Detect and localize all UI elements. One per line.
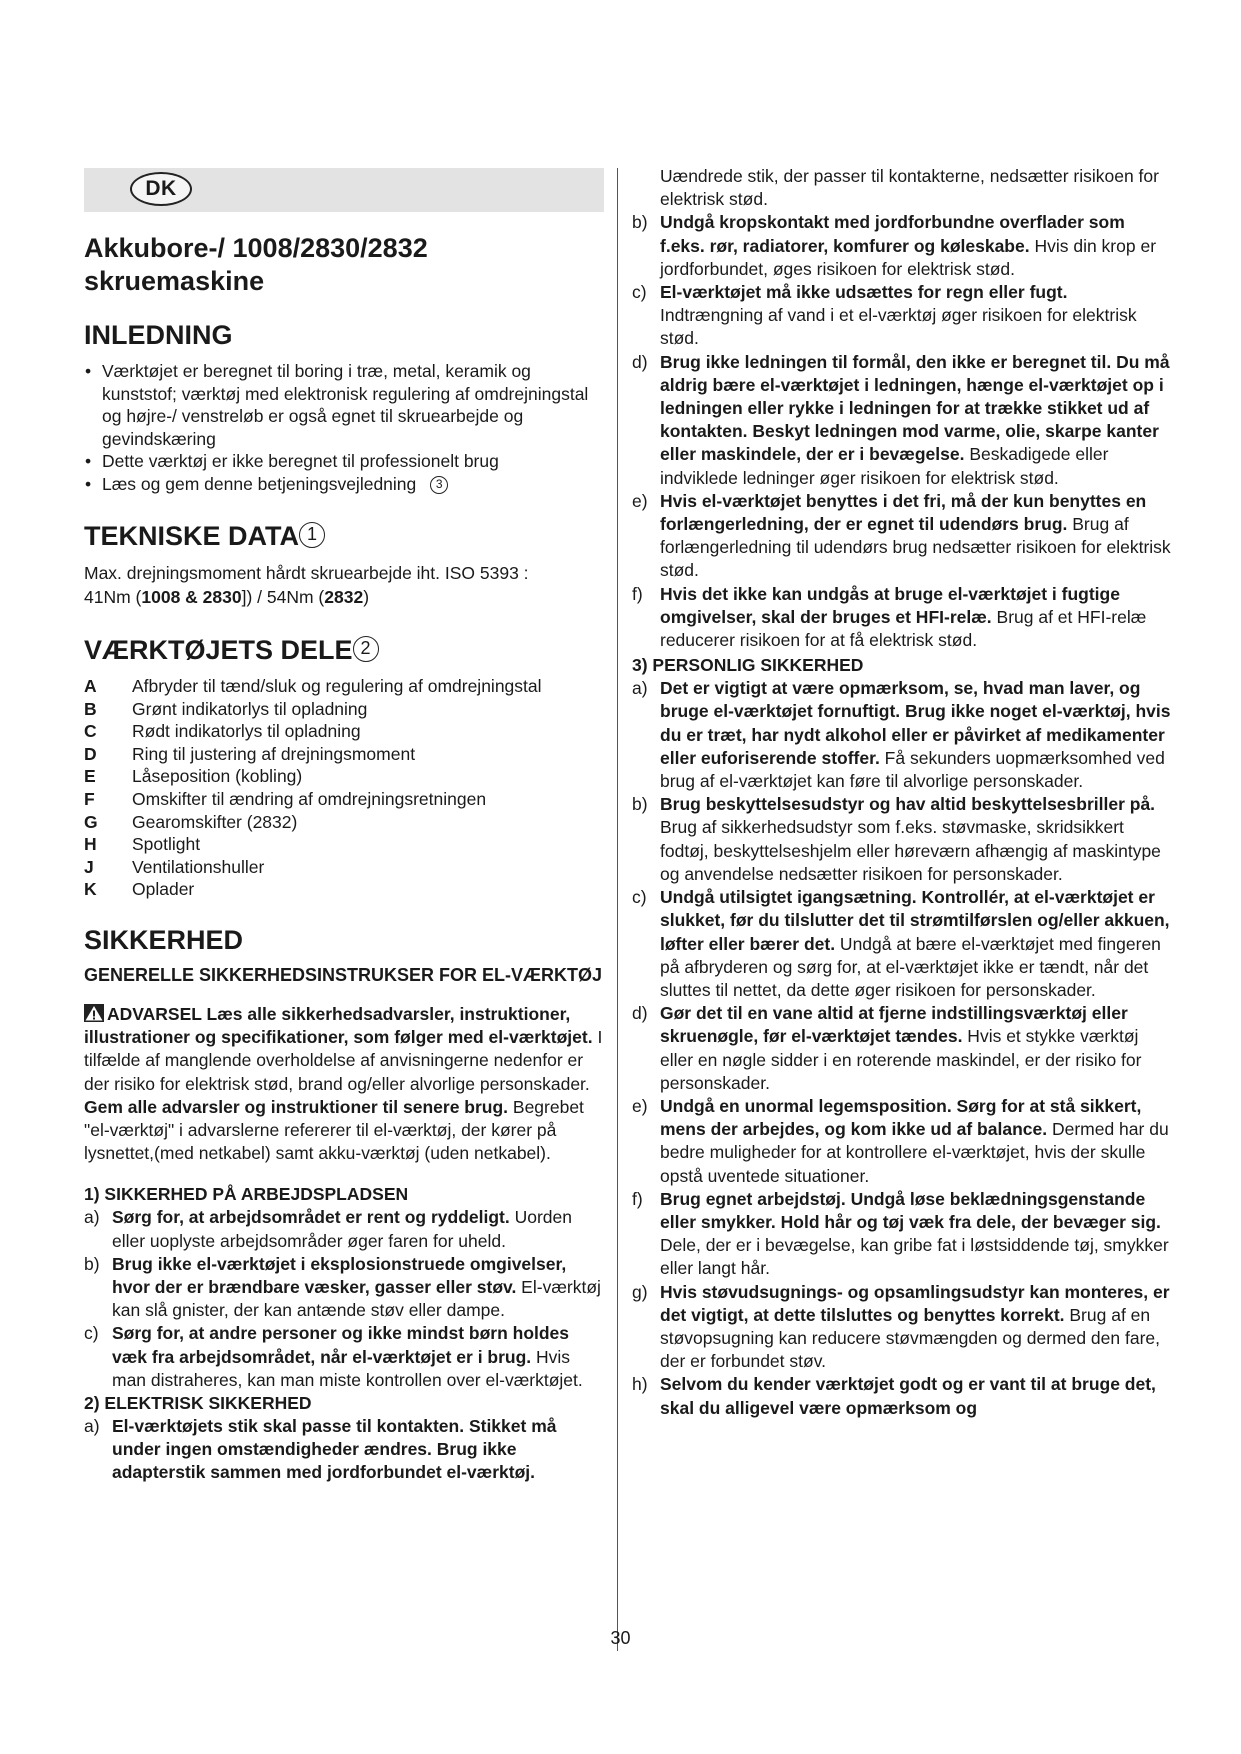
list-item: c) El-værktøjet må ikke udsættes for regn eller fugt. Indtrængning af vand i et el-værktøj øger risikoen for elektrisk stød.	[632, 282, 1137, 349]
list-item: • Dette værktøj er ikke beregnet til professionelt brug	[84, 450, 604, 473]
list-item: K Oplader	[84, 879, 195, 900]
language-badge: DK	[130, 172, 192, 206]
list-item: e) Undgå en unormal legemsposition. Sørg for at stå sikkert, mens der arbejdes, og kom ikke ud af balance. Dermed har du bedre muligheder for at kontrollere el-værktøjet, hvis der skulle opstå uventede situationer.	[632, 1095, 1169, 1186]
section-heading-electrical: 2) ELEKTRISK SIKKERHED	[84, 1392, 312, 1413]
tech-data-line1: Max. drejningsmoment hårdt skruearbejde iht. ISO 5393 :	[84, 563, 529, 583]
list-item: b) Brug ikke el-værktøjet i eksplosionstruede omgivelser, hvor der er brændbare væsker, gasser eller støv. El-værktøj kan slå gnister, der kan antænde støv eller dampe.	[84, 1253, 601, 1321]
list-item: g) Hvis støvudsugnings- og opsamlingsudstyr kan monteres, er det vigtigt, at dette tilsluttes og benyttes korrekt. Brug af en støvopsugning kan reducere støvmængden og dermed den fare, der er forbundet støv.	[632, 1281, 1170, 1372]
list-item: G Gearomskifter (2832)	[84, 811, 298, 832]
list-item: B Grønt indikatorlys til opladning	[84, 698, 368, 719]
list-item: b) Undgå kropskontakt med jordforbundne overflader som f.eks. rør, radiatorer, komfurer og køleskabe. Hvis din krop er jordforbundet, øges risikoen for elektrisk stød.	[632, 212, 1157, 279]
list-item: f) Hvis det ikke kan undgås at bruge el-værktøjet i fugtige omgivelser, skal der bruges et HFI-relæ. Brug af et HFI-relæ reducerer risikoen for at få elektrisk stød.	[632, 583, 1147, 651]
list-item: f) Brug egnet arbejdstøj. Undgå løse beklædningsgenstande eller smykker. Hold hår og tøj væk fra dele, der bevæger sig. Dele, der er i bevægelse, kan gribe fat i løstsiddende tøj, smykker eller langt hår.	[632, 1188, 1169, 1279]
list-item: b) Brug beskyttelsesudstyr og hav altid beskyttelsesbriller på. Brug af sikkerhedsudstyr som f.eks. støvmaske, skridsikkert fodtøj, beskyttelseshjelm eller høreværn afhængig af maskintype og anvendelse nedsætter risikoen for personskader.	[632, 794, 1161, 884]
list-item: • Værktøjet er beregnet til boring i træ, metal, keramik og kunststof; værktøj med elektronisk regulering af omdrejningstal og højre-/ venstreløb er også egnet til skruearbejde og gevindskæring	[84, 360, 604, 450]
warning-icon	[84, 1004, 104, 1022]
parts-heading: VÆRKTØJETS DELE 2	[84, 635, 604, 665]
right-column	[632, 165, 1172, 1420]
figure-ref-1: 1	[299, 522, 325, 548]
figure-ref-3: 3	[430, 476, 448, 494]
list-item: a) Det er vigtigt at være opmærksom, se, hvad man laver, og bruge el-værktøjet fornuftigt. Brug ikke noget el-værktøj, hvis du er træt, har nydt alkohol eller er påvirket af medikamenter eller euforiserende stoffer. Få sekunders uopmærksomhed ved brug af el-værktøjet kan føre til alvorlige personskader.	[632, 678, 1171, 792]
list-item: J Ventilationshuller	[84, 856, 265, 877]
page-number: 30	[610, 1628, 631, 1648]
list-item: c) Sørg for, at andre personer og ikke mindst børn holdes væk fra arbejdsområdet, når el-værktøjet er i brug. Hvis man distraheres, kan man miste kontrollen over el-værktøjet.	[84, 1323, 583, 1390]
list-item: A Afbryder til tænd/sluk og regulering af omdrejningstal	[84, 676, 542, 696]
list-item: • Læs og gem denne betjeningsvejledning 3	[84, 473, 604, 496]
list-item: F Omskifter til ændring af omdrejningsretningen	[84, 788, 487, 809]
list-item: H Spotlight	[84, 834, 201, 855]
warning-block: ADVARSEL Læs alle sikkerhedsadvarsler, instruktioner, illustrationer og specifikationer, som følger med el-værktøjet. I tilfælde af manglende overholdelse af anvisningerne nedenfor er der risiko for elektrisk stød, brand og/eller alvorlige personskader. Gem alle advarsler og instruktioner til senere brug. Begrebet "el-værktøj" i advarslerne refererer til el-værktøj, der kører på lysnettet,(med netkabel) samt akku-værktøj (uden netkabel).	[84, 1003, 603, 1164]
list-item: a) Sørg for, at arbejdsområdet er rent og ryddeligt. Uorden eller uoplyste arbejdsområder øger faren for uheld.	[84, 1207, 572, 1251]
list-item: D Ring til justering af drejningsmoment	[84, 743, 416, 764]
list-item: C Rødt indikatorlys til opladning	[84, 721, 361, 742]
figure-ref-2: 2	[353, 636, 379, 662]
language-bar	[84, 168, 604, 212]
tech-data-line2: 41Nm (1008 & 2830]) / 54Nm (2832)	[84, 587, 370, 607]
continued-text: Uændrede stik, der passer til kontakterne, nedsætter risikoen for elektrisk stød.	[660, 166, 1159, 210]
list-item: c) Undgå utilsigtet igangsætning. Kontrollér, at el-værktøjet er slukket, før du tilslutter det til strømtilførslen og/eller akkuen, løfter eller bærer det. Undgå at bære el-værktøjet med fingeren på afbryderen og sørg for, at el-værktøjet ikke er tændt, når det sluttes til nettet, da dette øger risikoen for personskader.	[632, 887, 1170, 1000]
safety-subheading: GENERELLE SIKKERHEDSINSTRUKSER FOR EL-VÆRKTØJ	[84, 964, 603, 985]
tech-heading: TEKNISKE DATA 1	[84, 521, 604, 551]
list-item: E Låseposition (kobling)	[84, 766, 303, 787]
list-item: d) Brug ikke ledningen til formål, den ikke er beregnet til. Du må aldrig bære el-værktøjet i ledningen, hænge el-værktøjet op i ledningen eller rykke i ledningen for at trække stikket ud af kontakten. Beskyt ledningen mod varme, olie, skarpe kanter eller maskindele, der er i bevægelse. Beskadigede eller indviklede ledninger øger risikoen for elektrisk stød.	[632, 351, 1170, 488]
intro-bullets	[84, 360, 604, 495]
section-heading-personal: 3) PERSONLIG SIKKERHED	[632, 655, 864, 676]
product-title: Akkubore-/ 1008/2830/2832 skruemaskine	[84, 233, 428, 296]
column-divider	[617, 168, 618, 1651]
list-item: d) Gør det til en vane altid at fjerne indstillingsværktøj eller skruenøgle, før el-værktøjet tændes. Hvis et stykke værktøj eller en nøgle sidder i en roterende maskindel, er der risiko for personskader.	[632, 1003, 1142, 1093]
intro-heading: INLEDNING	[84, 320, 233, 350]
parts-list	[84, 675, 604, 901]
list-item: h) Selvom du kender værktøjet godt og er vant til at bruge det, skal du alligevel være opmærksom og	[632, 1374, 1156, 1418]
left-column	[84, 168, 604, 1485]
list-item: a) El-værktøjets stik skal passe til kontakten. Stikket må under ingen omstændigheder ændres. Brug ikke adapterstik sammen med jordforbundet el-værktøj.	[84, 1415, 557, 1483]
list-item: e) Hvis el-værktøjet benyttes i det fri, må der kun benyttes en forlængerledning, der er egnet til udendørs brug. Brug af forlængerledning til udendørs brug nedsætter risikoen for elektrisk stød.	[632, 490, 1171, 581]
safety-heading: SIKKERHED	[84, 924, 244, 955]
section-heading-workplace: 1) SIKKERHED PÅ ARBEJDSPLADSEN	[84, 1184, 409, 1205]
